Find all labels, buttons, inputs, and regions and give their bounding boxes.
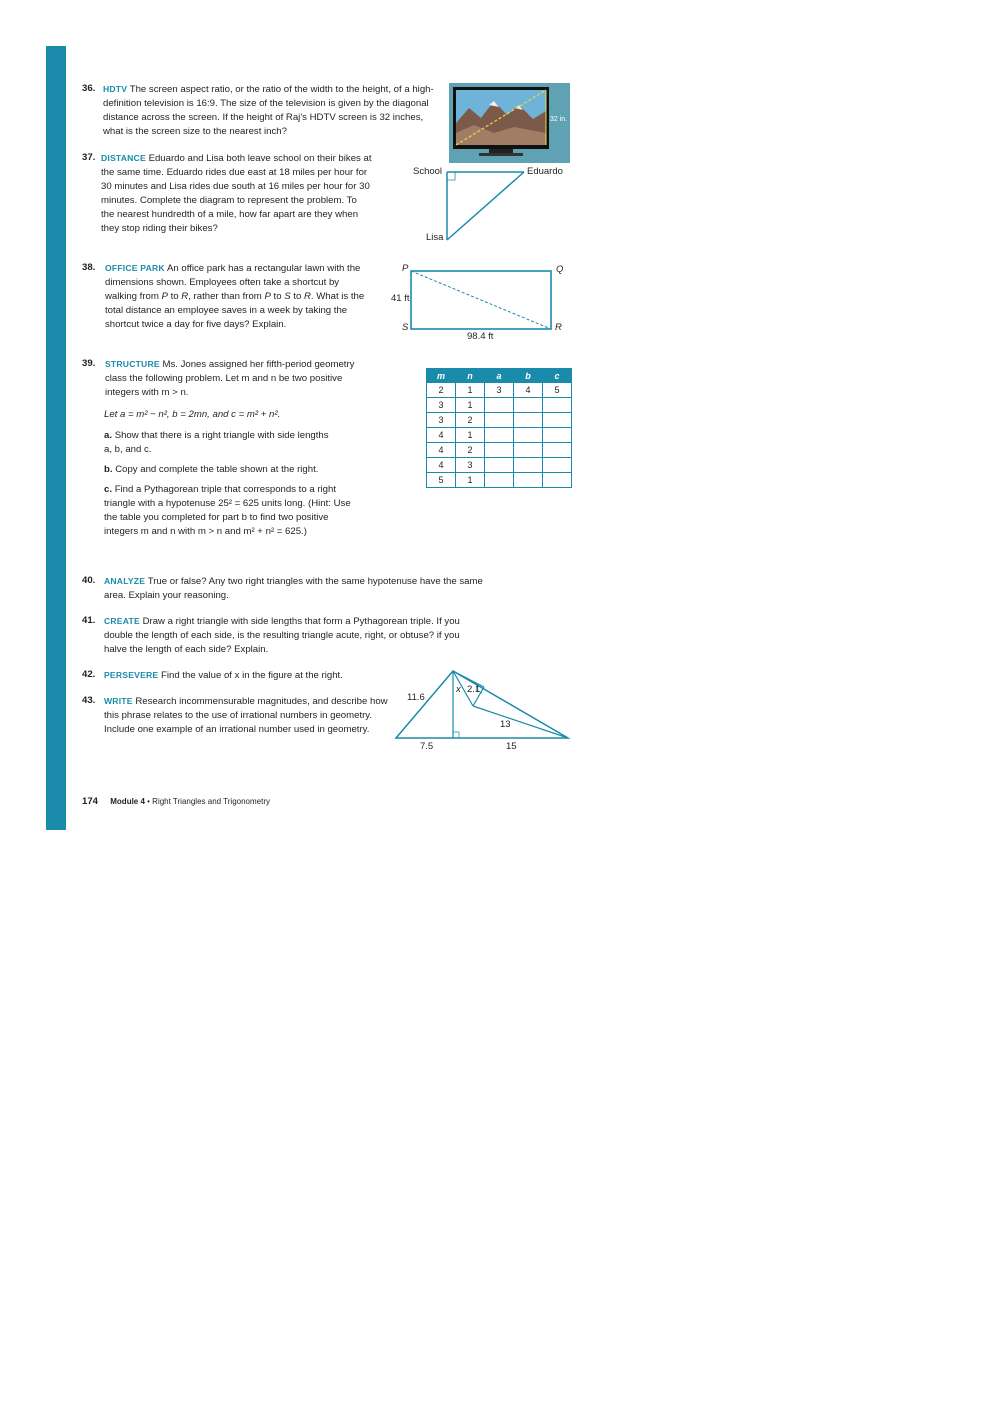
table-cell: 4: [514, 383, 543, 398]
table-header: n: [456, 369, 485, 383]
table-cell: 3: [427, 398, 456, 413]
part-a: [104, 429, 334, 457]
table-cell: [514, 443, 543, 458]
label-S: S: [402, 322, 409, 333]
table-row: [427, 428, 572, 443]
table-header: a: [485, 369, 514, 383]
pythagorean-table: [426, 368, 572, 488]
problem-number: 38.: [82, 262, 96, 273]
label-R: R: [555, 322, 562, 333]
problem-keyword: OFFICE PARK: [105, 263, 165, 273]
table-cell: [543, 443, 572, 458]
table-cell: [514, 458, 543, 473]
table-cell: [543, 428, 572, 443]
table-row: [427, 413, 572, 428]
label-x: x: [456, 684, 461, 695]
problem-text-part: , rather than from: [188, 291, 265, 302]
part-text: Copy and complete the table shown at the right.: [115, 464, 319, 475]
table-cell: 2: [427, 383, 456, 398]
page-footer: [82, 796, 270, 807]
hdtv-height-label: 32 in.: [550, 116, 568, 123]
module-name: Module 4: [110, 797, 145, 806]
table-row: [427, 458, 572, 473]
label-eduardo: Eduardo: [527, 166, 563, 177]
var-R: R: [303, 291, 311, 302]
problem-text: Eduardo and Lisa both leave school on their bikes at the same time. Eduardo rides due east at 18 miles per hour for 30 minutes and Lisa rides due south at 16 miles per hour for 30 minutes. Complete the diagram to represent the problem. To the nearest hundredth of a mile, how far apart are they when they stop riding their bikes?: [101, 153, 372, 234]
table-cell: 1: [456, 383, 485, 398]
table-cell: 2: [456, 443, 485, 458]
var-S: S: [284, 291, 291, 302]
module-title: Right Triangles and Trigonometry: [152, 797, 271, 806]
table-cell: 3: [456, 458, 485, 473]
problem-text-part: to: [270, 291, 285, 302]
part-text: Show that there is a right triangle with side lengths a, b, and c.: [104, 430, 329, 455]
problem-keyword: CREATE: [104, 616, 140, 626]
table-cell: [543, 413, 572, 428]
problem-keyword: ANALYZE: [104, 576, 146, 586]
problem-number: 37.: [82, 152, 96, 163]
label-school: School: [413, 166, 443, 177]
part-b: [104, 463, 364, 477]
problem-number: 36.: [82, 83, 96, 94]
part-label: a.: [104, 430, 113, 441]
label-41ft: 41 ft: [391, 293, 410, 304]
label-Q: Q: [556, 264, 564, 275]
table-cell: [485, 428, 514, 443]
table-cell: [485, 398, 514, 413]
problem-number: 43.: [82, 695, 96, 706]
table-cell: 5: [427, 473, 456, 488]
problem-text-part: An office park has a rectangular lawn with the dimensions shown. Employees often take a shortcut by walking from: [105, 263, 361, 302]
table-header: c: [543, 369, 572, 383]
problem-number: 40.: [82, 575, 96, 586]
var-P: P: [264, 291, 271, 302]
table-header: b: [514, 369, 543, 383]
label-13: 13: [500, 719, 511, 730]
problem-text: Draw a right triangle with side lengths that form a Pythagorean triple. If you double the length of each side, is the resulting triangle acute, right, or obtuse? if you halve the length of each side? Explain.: [104, 616, 460, 655]
table-cell: [485, 443, 514, 458]
table-cell: [514, 428, 543, 443]
table-cell: [514, 473, 543, 488]
office-park-diagram: [405, 265, 565, 335]
label-lisa: Lisa: [426, 232, 444, 243]
table-cell: [514, 413, 543, 428]
part-c: [104, 483, 356, 539]
table-row: [427, 443, 572, 458]
table-cell: 2: [456, 413, 485, 428]
footer-separator: •: [144, 797, 153, 806]
table-cell: 4: [427, 443, 456, 458]
problem-text: Find the value of x in the figure at the right.: [161, 670, 343, 681]
table-cell: [485, 413, 514, 428]
problem-keyword: STRUCTURE: [105, 359, 160, 369]
label-2-1: 2.1: [467, 684, 481, 695]
label-P: P: [402, 263, 409, 274]
var-R: R: [181, 291, 189, 302]
table-cell: 4: [427, 428, 456, 443]
problem-text: The screen aspect ratio, or the ratio of the width to the height, of a high-definition television is 16:9. The size of the television is given by the diagonal distance across the screen. If the height of Raj's HDTV screen is 32 inches, what is the screen size to the nearest inch?: [103, 84, 434, 137]
table-cell: 3: [427, 413, 456, 428]
label-15: 15: [506, 741, 517, 752]
label-11-6: 11.6: [407, 692, 425, 703]
problem-number: 39.: [82, 358, 96, 369]
triangle-figure: [390, 665, 580, 755]
table-row: [427, 398, 572, 413]
hdtv-figure: [449, 83, 570, 163]
table-header: m: [427, 369, 456, 383]
problem-keyword: DISTANCE: [101, 153, 146, 163]
table-row: [427, 383, 572, 398]
part-text: Find a Pythagorean triple that corresponds to a right triangle with a hypotenuse 25² = 625 units long. (Hint: Use the table you completed for part b to find two positive integers m and n with m > n and m² + n² = 625.): [104, 484, 351, 537]
problem-number: 41.: [82, 615, 96, 626]
problem-text: True or false? Any two right triangles with the same hypotenuse have the same area. Explain your reasoning.: [104, 576, 483, 601]
table-row: [427, 473, 572, 488]
part-label: b.: [104, 464, 113, 475]
table-cell: 1: [456, 473, 485, 488]
problem-keyword: PERSEVERE: [104, 670, 159, 680]
problem-keyword: HDTV: [103, 84, 128, 94]
label-7-5: 7.5: [420, 741, 434, 752]
table-cell: [543, 398, 572, 413]
table-cell: [485, 458, 514, 473]
problem-text-part: to: [290, 291, 304, 302]
table-cell: [514, 398, 543, 413]
table-cell: [485, 473, 514, 488]
var-P: P: [161, 291, 168, 302]
table-cell: [543, 473, 572, 488]
table-header-row: [427, 369, 572, 383]
let-line: Let a = m² − n², b = 2mn, and c = m² + n².: [104, 409, 281, 420]
problem-text-part: . What is the total distance an employee saves in a week by taking the shortcut twice a day for five days? Explain.: [105, 291, 365, 330]
problem-keyword: WRITE: [104, 696, 133, 706]
label-98ft: 98.4 ft: [467, 331, 494, 342]
side-color-bar: [46, 46, 66, 830]
table-cell: 1: [456, 398, 485, 413]
problem-text-part: to: [167, 291, 182, 302]
table-cell: 3: [485, 383, 514, 398]
table-cell: 5: [543, 383, 572, 398]
table-cell: [543, 458, 572, 473]
problem-number: 42.: [82, 669, 96, 680]
part-label: c.: [104, 484, 113, 495]
table-cell: 1: [456, 428, 485, 443]
page-number: 174: [82, 796, 99, 807]
table-cell: 4: [427, 458, 456, 473]
problem-text: Research incommensurable magnitudes, and describe how this phrase relates to the use of irrational numbers in geometry. Include one example of an irrational number used in geometry.: [104, 696, 388, 735]
problem-text: Ms. Jones assigned her fifth-period geometry class the following problem. Let m and n be two positive integers with m > n.: [105, 359, 355, 398]
